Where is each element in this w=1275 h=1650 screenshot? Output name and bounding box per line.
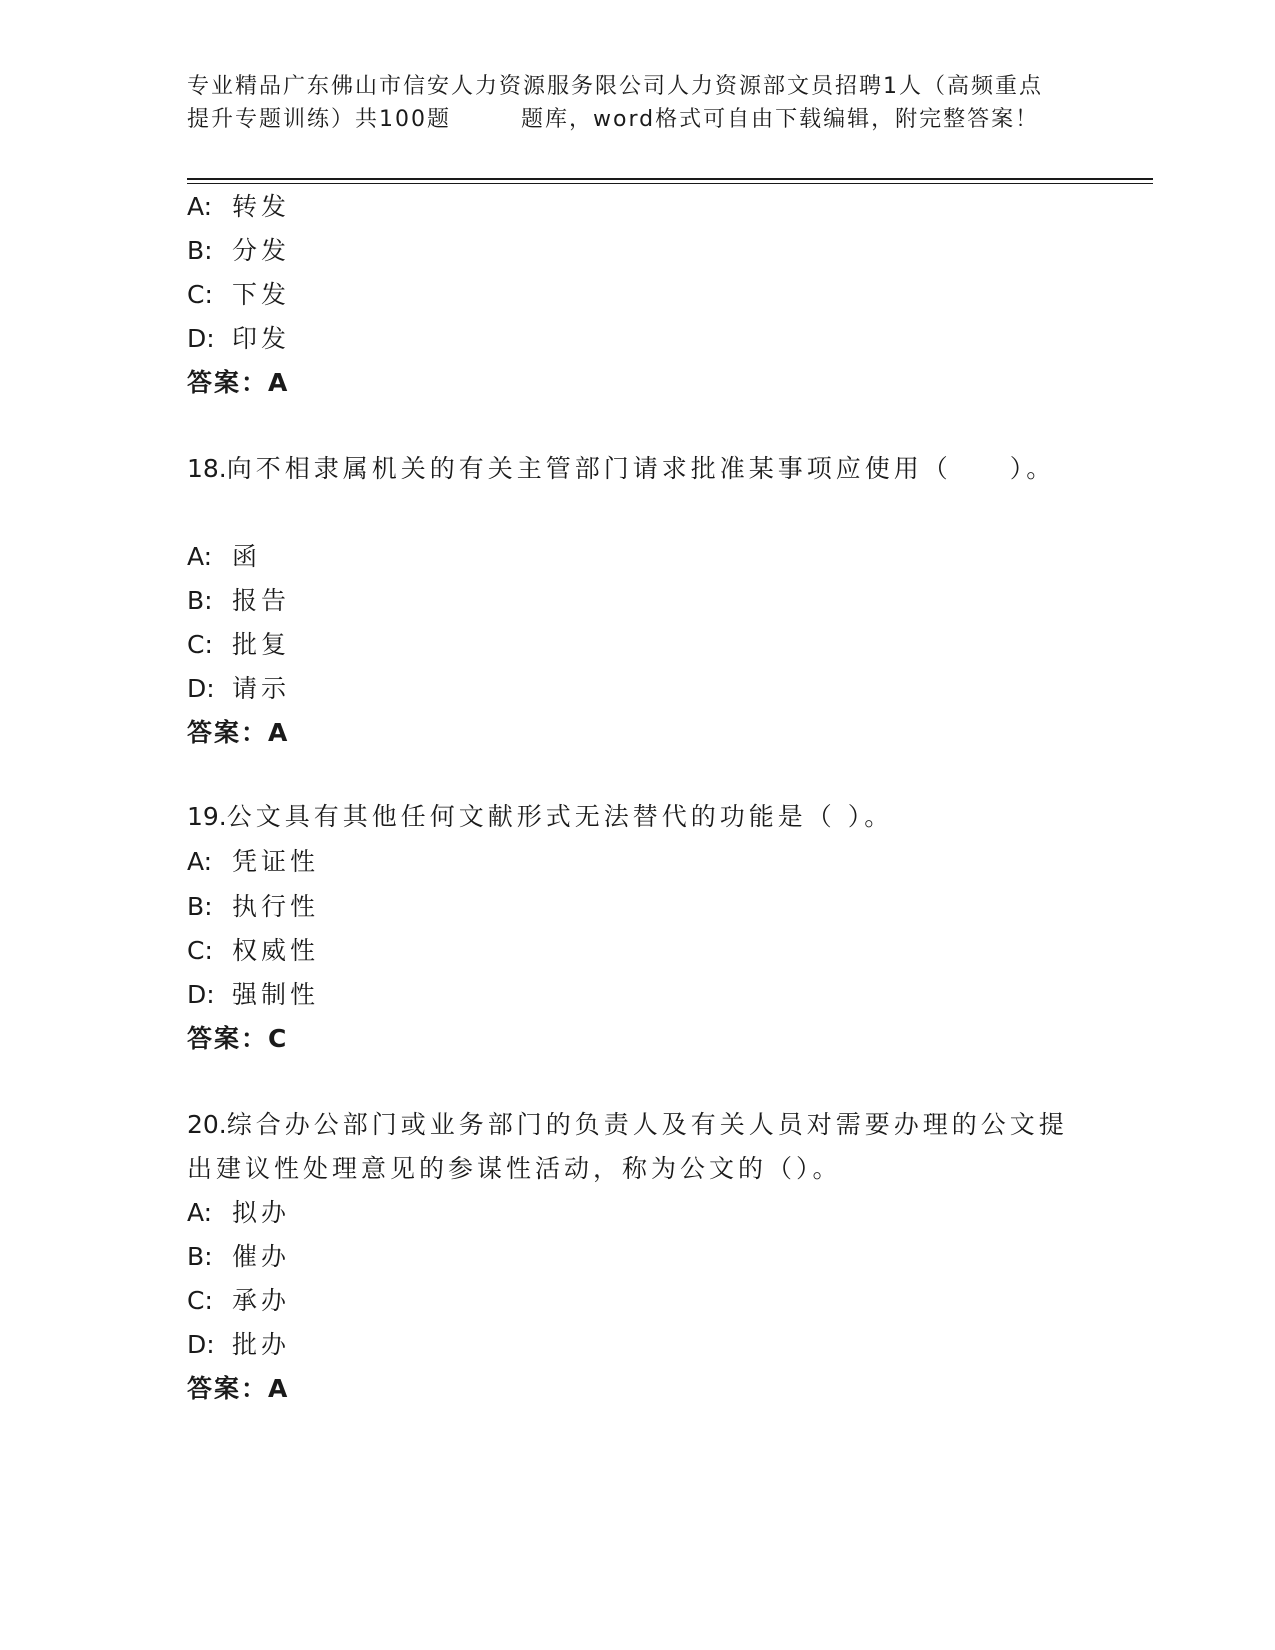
q17-option-c: C: 下发 — [187, 280, 291, 309]
q17-option-d: D: 印发 — [187, 324, 291, 353]
q19-stem: 19.公文具有其他任何文献形式无法替代的功能是（ ）。 — [187, 802, 894, 831]
q19-option-b: B: 执行性 — [187, 892, 320, 921]
q18-option-a: A: 函 — [187, 542, 262, 571]
q20-stem-line2: 出建议性处理意见的参谋性活动，称为公文的（）。 — [187, 1154, 842, 1183]
header-title-line2 — [187, 103, 1087, 136]
q18-answer: 答案：A — [187, 718, 290, 747]
q20-answer: 答案：A — [187, 1374, 290, 1403]
q20-option-d: D: 批办 — [187, 1330, 291, 1359]
q19-option-d: D: 强制性 — [187, 980, 320, 1009]
q17-option-a: A: 转发 — [187, 192, 291, 221]
header-divider-thin — [187, 183, 1153, 184]
q20-option-b: B: 催办 — [187, 1242, 291, 1271]
q19-answer: 答案：C — [187, 1024, 289, 1053]
q17-option-b: B: 分发 — [187, 236, 291, 265]
q19-option-a: A: 凭证性 — [187, 847, 320, 876]
header-divider-thick — [187, 178, 1153, 180]
header-line2-right: 题库，word格式可自由下载编辑，附完整答案！ — [521, 107, 1040, 132]
q18-option-c: C: 批复 — [187, 630, 291, 659]
q18-option-b: B: 报告 — [187, 586, 291, 615]
q18-stem: 18.向不相隶属机关的有关主管部门请求批准某事项应使用（ ）。 — [187, 454, 1056, 483]
header-title-line1: 专业精品广东佛山市信安人力资源服务限公司人力资源部文员招聘1人（高频重点 — [187, 74, 1043, 99]
document-header — [187, 70, 1087, 136]
q20-stem-line1: 20.综合办公部门或业务部门的负责人及有关人员对需要办理的公文提 — [187, 1110, 1068, 1139]
q20-option-a: A: 拟办 — [187, 1198, 291, 1227]
q18-option-d: D: 请示 — [187, 674, 291, 703]
q19-option-c: C: 权威性 — [187, 936, 320, 965]
header-line2-left: 提升专题训练）共100题 — [187, 107, 451, 132]
q20-option-c: C: 承办 — [187, 1286, 291, 1315]
q17-answer: 答案：A — [187, 368, 290, 397]
